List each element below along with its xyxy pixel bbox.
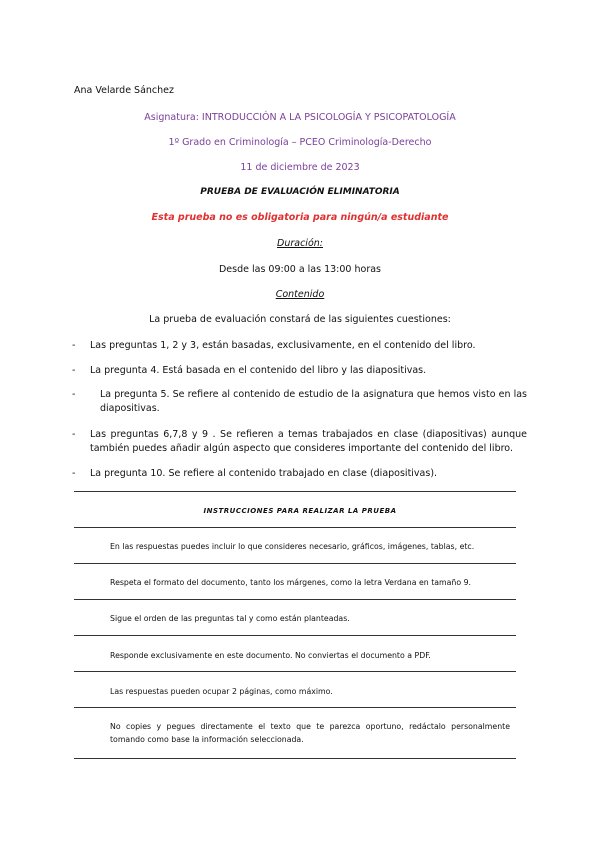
author-name: Ana Velarde Sánchez bbox=[74, 85, 175, 96]
table-rule bbox=[74, 491, 516, 492]
table-rule bbox=[74, 563, 516, 564]
instruction-item: En las respuestas puedes incluir lo que consideres necesario, gráficos, imágenes, tablas, etc. bbox=[110, 542, 475, 551]
list-item-text: La pregunta 5. Se refiere al contenido de estudio de la asignatura que hemos visto en las diapositivas. bbox=[100, 389, 527, 414]
exam-title: PRUEBA DE EVALUACIÓN ELIMINATORIA bbox=[200, 187, 400, 197]
content-heading: Contenido bbox=[275, 289, 325, 300]
list-item-text: La pregunta 10. Se refiere al contenido trabajado en clase (diapositivas). bbox=[90, 468, 438, 479]
table-rule bbox=[74, 671, 516, 672]
content-intro: La prueba de evaluación constará de las siguientes cuestiones: bbox=[149, 314, 451, 325]
bullet-marker: - bbox=[72, 429, 76, 440]
subject-line: Asignatura: INTRODUCCIÓN A LA PSICOLOGÍA Y PSICOPATOLOGÍA bbox=[144, 112, 456, 123]
bullet-marker: - bbox=[72, 389, 76, 400]
notice-text: Esta prueba no es obligatoria para ningún/a estudiante bbox=[151, 212, 449, 223]
bullet-marker: - bbox=[72, 468, 76, 479]
instruction-item: Responde exclusivamente en este documento. No conviertas el documento a PDF. bbox=[110, 651, 431, 660]
bullet-marker: - bbox=[72, 340, 76, 351]
degree-line: 1º Grado en Criminología – PCEO Criminología-Derecho bbox=[168, 137, 432, 148]
list-item-text: Las preguntas 6,7,8 y 9 . Se refieren a temas trabajados en clase (diapositivas) aunque también puedes añadir algún aspecto que consideres importante del contenido del libro. bbox=[90, 429, 527, 454]
bullet-marker: - bbox=[72, 365, 76, 376]
instruction-item: Las respuestas pueden ocupar 2 páginas, como máximo. bbox=[110, 687, 333, 696]
table-rule bbox=[74, 707, 516, 708]
instructions-title: INSTRUCCIONES PARA REALIZAR LA PRUEBA bbox=[203, 507, 397, 515]
date-line: 11 de diciembre de 2023 bbox=[240, 162, 360, 173]
table-rule bbox=[74, 599, 516, 600]
table-rule bbox=[74, 635, 516, 636]
instruction-item: No copies y pegues directamente el texto que te parezca oportuno, redáctalo personalmente tomando como base la información seleccionada. bbox=[110, 722, 510, 744]
table-rule bbox=[74, 758, 516, 759]
duration-text: Desde las 09:00 a las 13:00 horas bbox=[218, 264, 381, 275]
instruction-item: Respeta el formato del documento, tanto los márgenes, como la letra Verdana en tamaño 9. bbox=[110, 578, 472, 587]
list-item-text: Las preguntas 1, 2 y 3, están basadas, exclusivamente, en el contenido del libro. bbox=[90, 340, 476, 351]
duration-heading: Duración: bbox=[277, 238, 323, 249]
list-item-text: La pregunta 4. Está basada en el contenido del libro y las diapositivas. bbox=[90, 365, 427, 376]
table-rule bbox=[74, 527, 516, 528]
instruction-item: Sigue el orden de las preguntas tal y como están planteadas. bbox=[110, 614, 350, 623]
